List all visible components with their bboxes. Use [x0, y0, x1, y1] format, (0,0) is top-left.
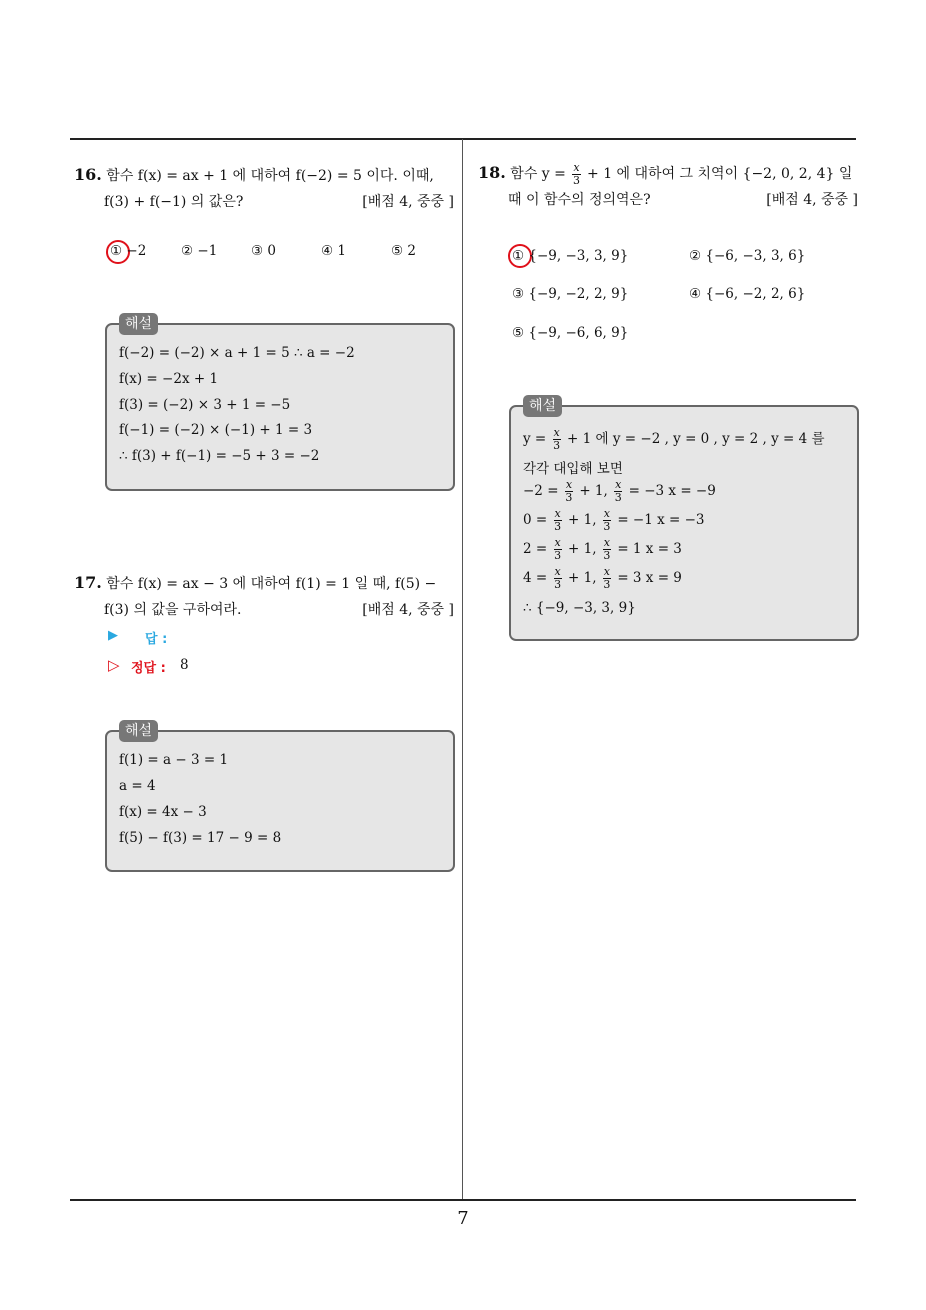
- solution-row: −2 = $\frac{x}{3}$ + 1, $\frac{x}{3}$ = −3 x = −9: [523, 478, 716, 504]
- choice-5[interactable]: ⑤ 2: [391, 243, 416, 259]
- solution-box-18: [509, 398, 859, 641]
- solution-line: ∴ f(3) + f(−1) = −5 + 3 = −2: [119, 448, 320, 464]
- choice-5[interactable]: ⑤ {−9, −6, 6, 9}: [512, 325, 629, 341]
- fraction-x-over-3: $\frac{x}{3}$: [572, 160, 580, 187]
- solution-line: ∴ {−9, −3, 3, 9}: [523, 600, 636, 616]
- question-text-line2: f(3) + f(−1) 의 값은?: [104, 194, 244, 210]
- question-number: 17.: [74, 573, 102, 592]
- question-number: 18.: [478, 163, 506, 182]
- choice-2[interactable]: ② {−6, −3, 3, 6}: [689, 248, 806, 264]
- score-meta: [배점 4, 중중 ]: [766, 192, 858, 208]
- question-text-line2: f(3) 의 값을 구하여라.: [104, 602, 242, 618]
- solution-line: f(−2) = (−2) × a + 1 = 5 ∴ a = −2: [119, 345, 355, 361]
- solution-box-17: [105, 723, 455, 872]
- solution-tab: 해설: [523, 395, 562, 417]
- question-18: [478, 160, 858, 213]
- bottom-rule: [70, 1199, 856, 1201]
- question-text-line1: 함수 f(x) = ax + 1 에 대하여 f(−2) = 5 이다. 이때,: [106, 168, 434, 184]
- question-16: [74, 162, 454, 215]
- solution-line: f(x) = 4x − 3: [119, 804, 207, 820]
- solution-line: f(1) = a − 3 = 1: [119, 752, 229, 768]
- choice-2[interactable]: ② −1: [181, 243, 218, 259]
- score-meta: [배점 4, 중중 ]: [362, 602, 454, 618]
- fraction-x-over-3: $\frac{x}{3}$: [553, 426, 561, 452]
- correct-value: 8: [180, 657, 189, 673]
- choice-1[interactable]: ① {−9, −3, 3, 9}: [512, 248, 629, 264]
- solution-line: f(x) = −2x + 1: [119, 371, 219, 387]
- solution-tab: 해설: [119, 313, 158, 335]
- question-text-line1a: 함수 y =: [510, 166, 566, 182]
- solution-line: y = $\frac{x}{3}$ + 1 에 y = −2 , y = 0 , y = 2 , y = 4 를: [523, 426, 825, 452]
- solution-row: 0 = $\frac{x}{3}$ + 1, $\frac{x}{3}$ = −1 x = −3: [523, 507, 705, 533]
- solution-line: 각각 대입해 보면: [523, 461, 623, 477]
- correct-marker-icon: ▷: [108, 656, 120, 674]
- solution-line: f(3) = (−2) × 3 + 1 = −5: [119, 397, 291, 413]
- question-text-line2: 때 이 함수의 정의역은?: [508, 192, 651, 208]
- question-number: 16.: [74, 165, 102, 184]
- solution-line: f(5) − f(3) = 17 − 9 = 8: [119, 830, 282, 846]
- top-rule: [70, 138, 856, 140]
- answer-label: 답 :: [145, 632, 168, 647]
- choice-3[interactable]: ③ 0: [251, 243, 276, 259]
- correct-label: 정답 :: [131, 661, 166, 676]
- question-17: [74, 570, 454, 623]
- choice-4[interactable]: ④ 1: [321, 243, 346, 259]
- solution-tab: 해설: [119, 720, 158, 742]
- page-number: 7: [457, 1208, 469, 1229]
- solution-row: 2 = $\frac{x}{3}$ + 1, $\frac{x}{3}$ = 1 x = 3: [523, 536, 682, 562]
- question-text-line1: 함수 f(x) = ax − 3 에 대하여 f(1) = 1 일 때, f(5) −: [106, 576, 437, 592]
- question-text-line1b: + 1 에 대하여 그 치역이 {−2, 0, 2, 4} 일: [587, 166, 853, 182]
- column-divider: [462, 139, 463, 1201]
- solution-row: 4 = $\frac{x}{3}$ + 1, $\frac{x}{3}$ = 3 x = 9: [523, 565, 682, 591]
- solution-box-16: [105, 316, 455, 491]
- answer-marker-icon: ▶: [108, 628, 118, 643]
- solution-line: f(−1) = (−2) × (−1) + 1 = 3: [119, 422, 313, 438]
- choice-3[interactable]: ③ {−9, −2, 2, 9}: [512, 286, 629, 302]
- choice-4[interactable]: ④ {−6, −2, 2, 6}: [689, 286, 806, 302]
- solution-line: a = 4: [119, 778, 156, 794]
- choice-1[interactable]: ① −2: [110, 243, 147, 259]
- score-meta: [배점 4, 중중 ]: [362, 194, 454, 210]
